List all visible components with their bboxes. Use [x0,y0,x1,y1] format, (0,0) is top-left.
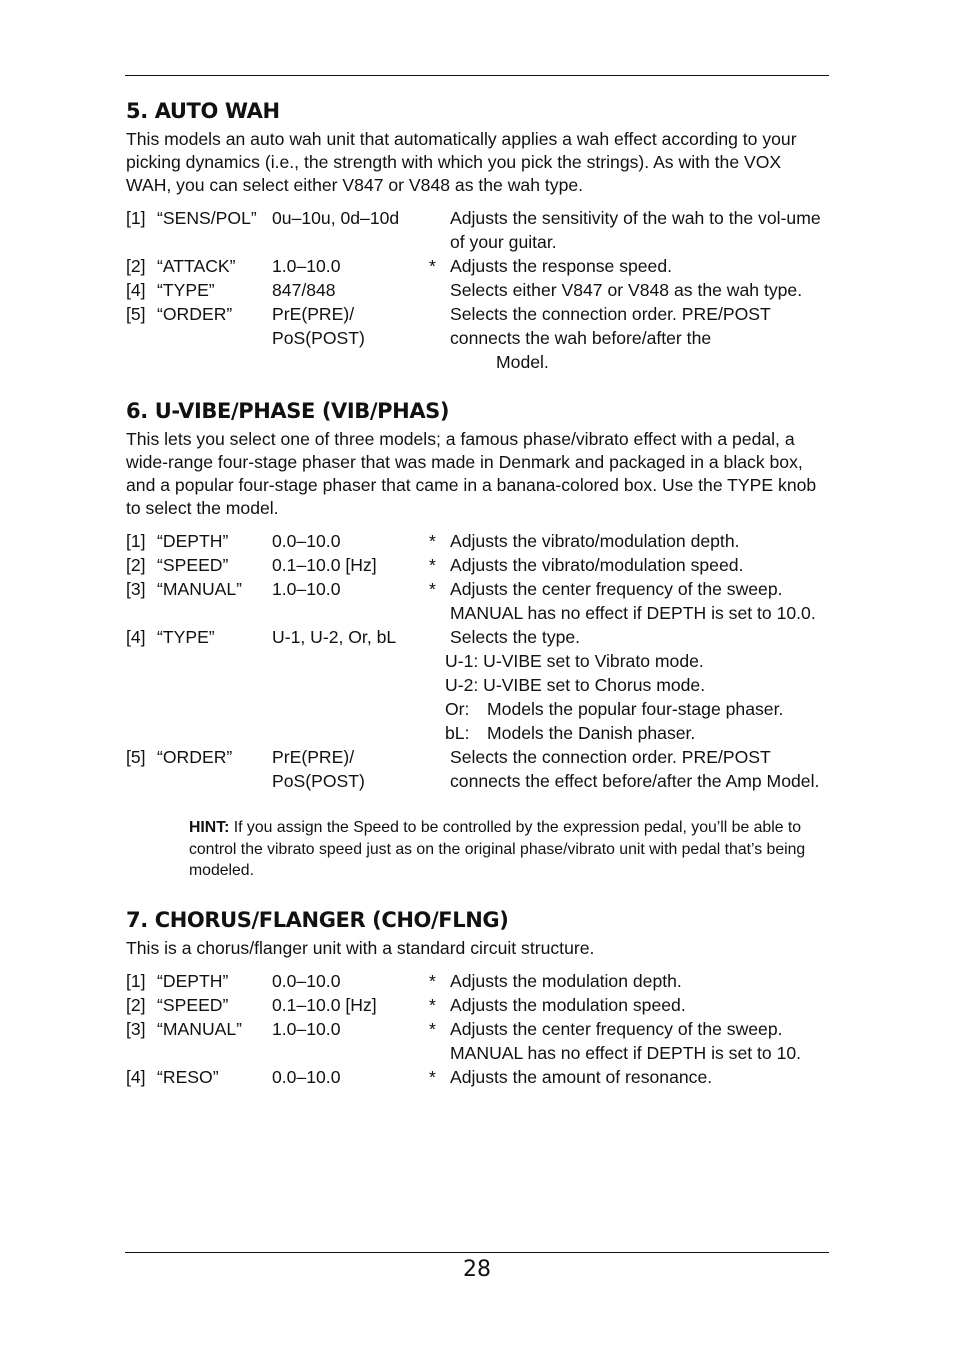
param-range: U-1, U-2, Or, bL [272,627,397,647]
param-name: “ORDER” [157,304,233,324]
table-row [126,529,830,553]
type-option-text: Models the popular four-stage phaser. [487,699,784,719]
param-number: [5] [126,747,146,767]
param-description: Adjusts the sensitivity of the wah to the vol-ume of your guitar. [450,208,821,252]
param-star [429,745,450,793]
section-intro-chorus: This is a chorus/flanger unit with a standard circuit structure. [126,937,595,958]
type-option-tag: bL: [445,723,470,743]
type-option [445,697,830,721]
param-name: “DEPTH” [157,970,229,991]
param-number: [1] [126,531,146,551]
param-description: Selects the connection order. PRE/POST connects the wah before/after the [450,304,771,348]
param-range: PrE(PRE)/ [272,747,355,767]
param-name: “SPEED” [157,555,229,575]
param-number: [2] [126,256,146,276]
param-star: * [429,1018,436,1039]
section-title-auto-wah: 5. AUTO WAH [126,99,280,123]
param-range: 0.1–10.0 [Hz] [272,994,377,1015]
param-description: Adjusts the modulation depth. [450,970,682,991]
param-name: “MANUAL” [157,1018,243,1039]
param-description: Adjusts the modulation speed. [450,994,686,1015]
table-row [126,302,830,374]
table-row [126,553,830,577]
param-table-chorus [126,969,830,1089]
param-name: “RESO” [157,1066,219,1087]
param-number: [4] [126,1066,146,1087]
param-range: 0.0–10.0 [272,531,341,551]
param-description: Selects either V847 or V848 as the wah type. [450,280,803,300]
param-range: 847/848 [272,280,336,300]
param-name: “SPEED” [157,994,229,1015]
table-row [126,278,830,302]
param-description: Selects the connection order. PRE/POST connects the effect before/after the Amp Model. [450,747,820,791]
param-name: “SENS/POL” [157,208,257,228]
param-name: “TYPE” [157,627,215,647]
param-number: [1] [126,208,146,228]
type-option [445,649,830,673]
param-range: 0.0–10.0 [272,970,341,991]
section-title-uvibe: 6. U-VIBE/PHASE (VIB/PHAS) [126,399,450,423]
param-star: * [429,994,436,1015]
param-number: [4] [126,627,146,647]
param-star: * [429,531,436,551]
table-row [126,1065,830,1089]
table-row [126,625,830,745]
param-description-cell [445,625,830,745]
param-number: [2] [126,555,146,575]
table-row [126,969,830,993]
param-star: * [429,970,436,991]
page-number: 28 [463,1257,491,1282]
table-row [126,577,830,625]
param-range: 1.0–10.0 [272,256,341,276]
param-description: Selects the type. [450,627,581,647]
param-name: “MANUAL” [157,579,243,599]
param-range: 1.0–10.0 [272,1018,341,1039]
param-description: Adjusts the center frequency of the sweep. MANUAL has no effect if DEPTH is set to 10. [450,1018,802,1063]
param-table-uvibe [126,529,830,793]
param-range-cell [272,745,429,793]
param-star [429,278,450,302]
section-intro-auto-wah: This models an auto wah unit that automatically applies a wah effect according to your picking dynamics (i.e., the strength with which you pick the strings). As with the VOX WAH, you can select either V847 or V848 as the wah type. [126,129,797,195]
param-range-line2: PoS(POST) [272,328,365,348]
param-range-cell [272,302,429,374]
hint-label: HINT: [189,819,230,836]
param-name: “DEPTH” [157,531,229,551]
type-option [445,673,830,697]
param-description: Adjusts the vibrato/modulation speed. [450,555,744,575]
param-range: PrE(PRE)/ [272,304,355,324]
param-number: [2] [126,994,146,1015]
param-name: “TYPE” [157,280,215,300]
param-number: [5] [126,304,146,324]
param-name: “ORDER” [157,747,233,767]
page-content [126,96,830,1089]
param-description: Adjusts the vibrato/modulation depth. [450,531,740,551]
type-option [445,721,830,745]
param-description: Adjusts the center frequency of the sweep. MANUAL has no effect if DEPTH is set to 10.0. [450,579,816,623]
type-option-text: Models the Danish phaser. [487,723,696,743]
param-number: [3] [126,1018,146,1039]
param-number: [4] [126,280,146,300]
param-star: * [429,1066,436,1087]
hint-note [189,817,819,882]
param-number: [3] [126,579,146,599]
param-description-cell [450,302,830,374]
param-range: 0.1–10.0 [Hz] [272,555,377,575]
type-option-tag: Or: [445,699,470,719]
param-star: * [429,555,436,575]
bottom-rule [125,1252,829,1253]
param-name: “ATTACK” [157,256,236,276]
param-description: Adjusts the amount of resonance. [450,1066,713,1087]
param-description-line2: Model. [496,352,549,372]
table-row [126,993,830,1017]
type-option-text: U-1: U-VIBE set to Vibrato mode. [445,651,704,671]
table-row [126,254,830,278]
param-star: * [429,579,436,599]
param-range-line2: PoS(POST) [272,771,365,791]
param-number: [1] [126,970,146,991]
param-description: Adjusts the response speed. [450,256,673,276]
section-intro-uvibe: This lets you select one of three models; a famous phase/vibrato effect with a pedal, a wide-range four-stage phaser that was made in Denmark and packaged in a black box, and a popular four-stage phaser that came in a banana-colored box. Use the TYPE knob to select the model. [126,429,817,518]
hint-text: If you assign the Speed to be controlled by the expression pedal, you’ll be able to control the vibrato speed just as on the original phase/vibrato unit with pedal that’s being modeled. [189,819,806,879]
type-option-text: U-2: U-VIBE set to Chorus mode. [445,675,706,695]
param-range: 1.0–10.0 [272,579,341,599]
table-row [126,206,830,254]
param-star: * [429,256,436,276]
top-rule [125,75,829,76]
param-range: 0u–10u, 0d–10d [272,208,400,228]
table-row [126,745,830,793]
section-title-chorus: 7. CHORUS/FLANGER (CHO/FLNG) [126,907,509,932]
table-row [126,1017,830,1065]
param-star [429,302,450,374]
param-table-auto-wah [126,206,830,374]
param-star [429,206,450,254]
param-range: 0.0–10.0 [272,1066,341,1087]
